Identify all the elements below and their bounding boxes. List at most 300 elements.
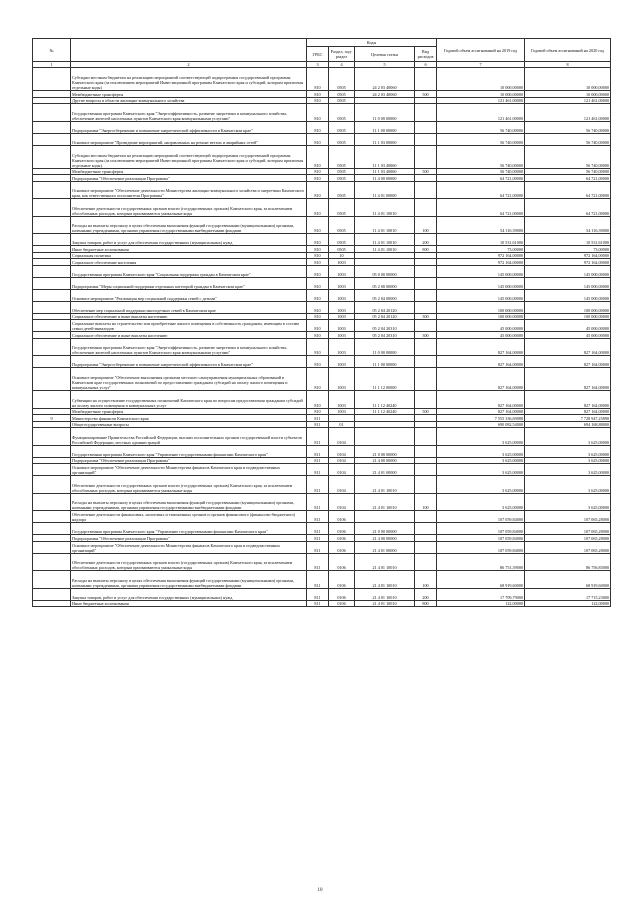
- row-grbs: 811: [307, 571, 329, 589]
- header-2020: Годовой объем ассигнований на 2020 год: [525, 39, 611, 62]
- row-section: 1003: [329, 259, 355, 266]
- row-2020: 68 919,60000: [525, 571, 611, 589]
- row-number: [33, 104, 71, 122]
- row-target: 11 1 03 40060: [355, 145, 415, 168]
- row-2019: 68 919,60000: [437, 571, 525, 589]
- row-grbs: 811: [307, 535, 329, 542]
- row-section: 1003: [329, 368, 355, 391]
- row-section: 0106: [329, 600, 355, 607]
- table-row: [33, 523, 611, 535]
- document-page: [32, 38, 610, 607]
- row-number: [33, 493, 71, 511]
- row-2019: 64 721,00000: [437, 199, 525, 217]
- row-name: Основное мероприятие "Реализация мер социальной поддержки семей с детьми": [71, 289, 307, 301]
- row-name: Основное мероприятие "Обеспечение деятельности Министерства финансов Камчатского края и подведомственных организаций": [71, 541, 307, 553]
- row-2019: 45 000,00000: [437, 320, 525, 332]
- row-grbs: 810: [307, 265, 329, 277]
- row-target: 05 2 04 00000: [355, 289, 415, 301]
- row-section: 1003: [329, 356, 355, 368]
- row-name: Подпрограмма "Энергосбережение и повышение энергетической эффективности в Камчатском крае": [71, 121, 307, 133]
- row-grbs: 810: [307, 104, 329, 122]
- row-2020: 10 000,00000: [525, 91, 611, 98]
- table-row: [33, 391, 611, 409]
- row-2019: 3 625,00000: [437, 445, 525, 457]
- row-name: Подпрограмма "Обеспечение реализации Программы": [71, 175, 307, 182]
- row-number: [33, 320, 71, 332]
- row-2019: 86 751,39000: [437, 553, 525, 571]
- row-section: 0505: [329, 234, 355, 246]
- row-number: [33, 265, 71, 277]
- row-type: [415, 368, 437, 391]
- row-2020: 121 461,00000: [525, 97, 611, 104]
- table-row: [33, 600, 611, 607]
- row-target: 11 1 12 00000: [355, 368, 415, 391]
- row-2019: 972 164,00000: [437, 259, 525, 266]
- row-type: [415, 199, 437, 217]
- row-name: Государственная программа Камчатского края "Управление государственными финансами Камчатского края": [71, 523, 307, 535]
- row-name: Обеспечение мер социальной поддержки многодетных семей в Камчатском крае: [71, 301, 307, 313]
- row-grbs: 810: [307, 408, 329, 415]
- table-row: [33, 104, 611, 122]
- header-target: Целевая статья: [355, 47, 415, 62]
- header-index: 2: [71, 62, 307, 68]
- row-name: Функционирование Правительства Российской Федерации, высших исполнительных органов государственной власти субъектов Российской Федерации, местных администраций: [71, 428, 307, 446]
- row-number: [33, 234, 71, 246]
- row-number: [33, 391, 71, 409]
- table-row: [33, 216, 611, 234]
- row-section: 1003: [329, 301, 355, 313]
- row-section: 0505: [329, 97, 355, 104]
- row-section: 1003: [329, 332, 355, 339]
- row-section: 0104: [329, 428, 355, 446]
- row-name: Закупка товаров, работ и услуг для обеспечения государственных (муниципальных) нужд: [71, 234, 307, 246]
- header-codes: Коды: [307, 39, 437, 47]
- table-row: [33, 265, 611, 277]
- header-section: Раздел, под-раздел: [329, 47, 355, 62]
- row-2020: 56 740,00000: [525, 168, 611, 175]
- row-number: [33, 301, 71, 313]
- row-section: 0505: [329, 133, 355, 145]
- header-number: №: [33, 39, 71, 62]
- row-grbs: 811: [307, 493, 329, 511]
- row-2019: 972 164,00000: [437, 252, 525, 259]
- row-grbs: 810: [307, 391, 329, 409]
- row-name: Общегосударственные вопросы: [71, 421, 307, 428]
- row-grbs: 810: [307, 246, 329, 253]
- row-2019: 10 000,00000: [437, 91, 525, 98]
- page-number: 10: [317, 888, 323, 893]
- row-number: [33, 511, 71, 523]
- row-2019: 121 461,00000: [437, 97, 525, 104]
- row-name: Подпрограмма "Меры социальной поддержки отдельных категорий граждан в Камчатском крае": [71, 277, 307, 289]
- row-grbs: 810: [307, 91, 329, 98]
- row-target: 24 2 03 40060: [355, 68, 415, 91]
- row-type: [415, 289, 437, 301]
- row-type: [415, 121, 437, 133]
- row-target: 21 4 01 10010: [355, 600, 415, 607]
- row-2020: 56 740,00000: [525, 145, 611, 168]
- row-2020: 827 164,00000: [525, 356, 611, 368]
- row-grbs: 810: [307, 252, 329, 259]
- row-section: 1003: [329, 408, 355, 415]
- row-2020: 107 065,28000: [525, 511, 611, 523]
- row-section: 0106: [329, 523, 355, 535]
- table-row: [33, 68, 611, 91]
- row-section: 0106: [329, 511, 355, 523]
- header-index: 8: [525, 62, 611, 68]
- row-2020: 972 164,00000: [525, 259, 611, 266]
- row-number: [33, 356, 71, 368]
- row-number: [33, 523, 71, 535]
- row-name: Министерство финансов Камчатского края: [71, 415, 307, 422]
- row-2019: 827 164,00000: [437, 338, 525, 356]
- row-target: 05 2 04 20120: [355, 313, 415, 320]
- row-2019: 56 740,00000: [437, 121, 525, 133]
- row-2019: 121 461,00000: [437, 104, 525, 122]
- table-row: [33, 181, 611, 199]
- row-target: 21 4 00 00000: [355, 535, 415, 542]
- row-section: 0104: [329, 464, 355, 476]
- row-2019: 54 116,39000: [437, 216, 525, 234]
- row-type: [415, 476, 437, 494]
- row-name: Субсидии местным бюджетам на реализацию мероприятий соответствующей подпрограммы государственной программы Камчатского края (за исключением мероприятий Инвестиционной программы Камчатского края и субсидий, которым присвоены отдельные коды): [71, 68, 307, 91]
- row-target: 11 4 01 00000: [355, 181, 415, 199]
- row-2020: 3 625,00000: [525, 445, 611, 457]
- row-2019: 107 059,84000: [437, 535, 525, 542]
- row-grbs: 810: [307, 181, 329, 199]
- row-name: Обеспечение деятельности государственных органов власти (государственных органов) Камчатского края, за исключением обособленных расходов, которым присваиваются уникальные коды: [71, 553, 307, 571]
- row-2020: 827 164,00000: [525, 368, 611, 391]
- row-grbs: 811: [307, 600, 329, 607]
- row-2019: 827 164,00000: [437, 356, 525, 368]
- table-row: [33, 356, 611, 368]
- row-type: 300: [415, 332, 437, 339]
- row-grbs: 811: [307, 428, 329, 446]
- row-2020: 54 116,39000: [525, 216, 611, 234]
- table-row: [33, 277, 611, 289]
- row-target: 11 0 00 00000: [355, 104, 415, 122]
- row-2020: 3 625,00000: [525, 493, 611, 511]
- row-grbs: 810: [307, 145, 329, 168]
- row-type: [415, 553, 437, 571]
- row-grbs: 810: [307, 97, 329, 104]
- header-index: 7: [437, 62, 525, 68]
- row-type: [415, 541, 437, 553]
- row-target: 21 4 01 00000: [355, 464, 415, 476]
- row-type: 300: [415, 313, 437, 320]
- row-2020: 45 000,00000: [525, 320, 611, 332]
- row-number: [33, 553, 71, 571]
- row-2020: 107 065,28000: [525, 535, 611, 542]
- row-target: 11 0 00 00000: [355, 338, 415, 356]
- row-target: 11 4 00 00000: [355, 175, 415, 182]
- row-type: [415, 104, 437, 122]
- table-row: [33, 476, 611, 494]
- row-2019: 56 740,00000: [437, 145, 525, 168]
- row-section: 0106: [329, 571, 355, 589]
- row-target: 21 0 00 00000: [355, 445, 415, 457]
- row-2019: 100 000,00000: [437, 313, 525, 320]
- row-2019: 3 625,00000: [437, 428, 525, 446]
- row-section: 0505: [329, 175, 355, 182]
- row-name: Межбюджетные трансферты: [71, 168, 307, 175]
- row-grbs: 810: [307, 216, 329, 234]
- row-grbs: 811: [307, 445, 329, 457]
- row-type: [415, 356, 437, 368]
- row-2019: 3 625,00000: [437, 464, 525, 476]
- row-type: [415, 277, 437, 289]
- row-grbs: 811: [307, 464, 329, 476]
- row-section: 0106: [329, 588, 355, 600]
- row-name: Другие вопросы в области жилищно-коммунального хозяйства: [71, 97, 307, 104]
- row-grbs: 811: [307, 588, 329, 600]
- row-target: [355, 428, 415, 446]
- row-type: 500: [415, 168, 437, 175]
- row-grbs: 811: [307, 415, 329, 422]
- row-type: [415, 68, 437, 91]
- row-2019: 122,00000: [437, 600, 525, 607]
- row-type: [415, 445, 437, 457]
- row-2019: 7 555 336,69088: [437, 415, 525, 422]
- row-2020: 827 164,00000: [525, 391, 611, 409]
- header-type: Вид расходов: [415, 47, 437, 62]
- row-2020: 145 000,00000: [525, 265, 611, 277]
- row-name: Социальное обеспечение и иные выплаты населению: [71, 332, 307, 339]
- row-type: [415, 338, 437, 356]
- row-number: [33, 588, 71, 600]
- row-name: Основное мероприятие "Обеспечение выполнения органами местного самоуправления муниципальных образований в Камчатском крае государственных полномочий по предоставлению гражданам субсидий на оплату жилого помещения и коммунальных услуг": [71, 368, 307, 391]
- row-section: 0505: [329, 168, 355, 175]
- row-2019: 827 164,00000: [437, 391, 525, 409]
- table-row: [33, 493, 611, 511]
- row-section: 01: [329, 421, 355, 428]
- row-2019: 145 000,00000: [437, 289, 525, 301]
- row-number: [33, 571, 71, 589]
- table-row: [33, 133, 611, 145]
- row-grbs: 811: [307, 523, 329, 535]
- table-row: [33, 511, 611, 523]
- row-number: [33, 445, 71, 457]
- row-2019: 145 000,00000: [437, 277, 525, 289]
- row-section: 1003: [329, 391, 355, 409]
- row-grbs: 810: [307, 234, 329, 246]
- header-index: 6: [415, 62, 437, 68]
- row-type: 100: [415, 493, 437, 511]
- row-name: Межбюджетные трансферты: [71, 408, 307, 415]
- row-type: 200: [415, 588, 437, 600]
- table-row: [33, 145, 611, 168]
- row-2020: 694 168,88000: [525, 421, 611, 428]
- table-row: [33, 571, 611, 589]
- row-type: 500: [415, 408, 437, 415]
- row-name: Обеспечение деятельности государственных органов власти (государственных органов) Камчатского края, за исключением обособленных расходов, которым присваиваются уникальные коды: [71, 199, 307, 217]
- row-target: 24 2 03 40060: [355, 91, 415, 98]
- row-2019: 10 531,61000: [437, 234, 525, 246]
- row-name: Иные бюджетные ассигнования: [71, 600, 307, 607]
- row-target: 05 2 04 20120: [355, 301, 415, 313]
- row-target: 05 0 00 00000: [355, 265, 415, 277]
- row-number: [33, 68, 71, 91]
- row-target: 21 4 01 10010: [355, 571, 415, 589]
- table-row: [33, 445, 611, 457]
- table-row: [33, 428, 611, 446]
- row-section: 1003: [329, 338, 355, 356]
- row-target: 05 2 04 20310: [355, 332, 415, 339]
- row-2020: 73,00000: [525, 246, 611, 253]
- row-number: [33, 428, 71, 446]
- row-type: [415, 145, 437, 168]
- row-target: 11 1 12 40240: [355, 391, 415, 409]
- row-target: 21 4 01 10010: [355, 588, 415, 600]
- table-row: [33, 301, 611, 313]
- header-name: [71, 39, 307, 62]
- row-type: 800: [415, 246, 437, 253]
- row-section: 1003: [329, 265, 355, 277]
- header-index: 4: [329, 62, 355, 68]
- row-target: 21 4 01 10010: [355, 553, 415, 571]
- row-grbs: 810: [307, 199, 329, 217]
- row-2020: 122,00000: [525, 600, 611, 607]
- row-section: 0104: [329, 457, 355, 464]
- row-number: [33, 277, 71, 289]
- row-2020: 145 000,00000: [525, 277, 611, 289]
- row-grbs: 811: [307, 476, 329, 494]
- row-2020: 64 721,00000: [525, 199, 611, 217]
- row-section: 10: [329, 252, 355, 259]
- row-number: [33, 289, 71, 301]
- header-2019: Годовой объем ассигнований на 2019 год: [437, 39, 525, 62]
- row-type: [415, 301, 437, 313]
- row-section: 0106: [329, 553, 355, 571]
- row-name: Обеспечение деятельности государственных органов власти (государственных органов) Камчатского края, за исключением обособленных расходов, которым присваиваются уникальные коды: [71, 476, 307, 494]
- row-target: 11 1 00 00000: [355, 121, 415, 133]
- row-2020: 64 721,00000: [525, 181, 611, 199]
- table-row: [33, 464, 611, 476]
- row-2019: 690 082,54000: [437, 421, 525, 428]
- row-grbs: 811: [307, 541, 329, 553]
- row-2020: 3 625,00000: [525, 464, 611, 476]
- row-2020: 827 164,00000: [525, 408, 611, 415]
- row-section: 1003: [329, 277, 355, 289]
- row-section: 0505: [329, 104, 355, 122]
- row-2020: 145 000,00000: [525, 289, 611, 301]
- header-grbs: ГРБС: [307, 47, 329, 62]
- row-name: Основное мероприятие "Обеспечение деятельности Министерства жилищно-коммунального хозяйства и энергетики Камчатского края, как ответственного исполнителя Программы": [71, 181, 307, 199]
- row-2019: 827 164,00000: [437, 408, 525, 415]
- row-name: Социальное обеспечение и иные выплаты населению: [71, 313, 307, 320]
- row-name: Государственная программа Камчатского края "Управление государственными финансами Камчатского края": [71, 445, 307, 457]
- table-row: [33, 541, 611, 553]
- row-2020: 121 461,00000: [525, 104, 611, 122]
- row-name: Основное мероприятие "Обеспечение деятельности Министерства финансов Камчатского края и подведомственных организаций": [71, 464, 307, 476]
- row-number: [33, 338, 71, 356]
- row-2020: 10 531,61000: [525, 234, 611, 246]
- table-row: [33, 588, 611, 600]
- row-section: 0505: [329, 216, 355, 234]
- row-2019: 100 000,00000: [437, 301, 525, 313]
- row-number: [33, 181, 71, 199]
- row-type: [415, 265, 437, 277]
- row-name: Основное мероприятие "Проведение мероприятий, направленных на ремонт ветхих и аварийных сетей": [71, 133, 307, 145]
- row-target: 11 1 00 00000: [355, 356, 415, 368]
- row-name: Субвенции на осуществление государственных полномочий Камчатского края по вопросам предоставления гражданам субсидий на оплату жилого помещения и коммунальных услуг: [71, 391, 307, 409]
- row-target: 05 2 00 00000: [355, 277, 415, 289]
- row-target: 21 4 00 00000: [355, 457, 415, 464]
- row-section: 1003: [329, 289, 355, 301]
- row-section: 1003: [329, 313, 355, 320]
- row-target: 11 4 01 10010: [355, 246, 415, 253]
- row-name: Социальное обеспечение населения: [71, 259, 307, 266]
- row-section: 0104: [329, 476, 355, 494]
- row-2020: 972 164,00000: [525, 252, 611, 259]
- row-number: [33, 541, 71, 553]
- row-grbs: 810: [307, 356, 329, 368]
- row-target: 05 2 04 20310: [355, 320, 415, 332]
- row-type: [415, 428, 437, 446]
- row-2019: 145 000,00000: [437, 265, 525, 277]
- row-grbs: 810: [307, 68, 329, 91]
- row-number: [33, 216, 71, 234]
- table-row: [33, 289, 611, 301]
- row-number: [33, 464, 71, 476]
- row-2020: 827 164,00000: [525, 338, 611, 356]
- row-2020: 107 065,28000: [525, 541, 611, 553]
- row-name: Подпрограмма "Обеспечение реализации Программы": [71, 457, 307, 464]
- row-grbs: 810: [307, 289, 329, 301]
- row-2019: 17 709,79000: [437, 588, 525, 600]
- row-name: Субсидии местным бюджетам на реализацию мероприятий соответствующей подпрограммы государственной программы Камчатского края (за исключением мероприятий Инвестиционной программы Камчатского края и субсидий, которым присвоены отдельные коды): [71, 145, 307, 168]
- row-name: Государственная программа Камчатского края "Социальная поддержка граждан в Камчатском крае": [71, 265, 307, 277]
- row-type: 100: [415, 216, 437, 234]
- row-2020: 7 728 947,25890: [525, 415, 611, 422]
- row-2019: 10 000,00000: [437, 68, 525, 91]
- table-header: [33, 39, 611, 68]
- row-grbs: 810: [307, 368, 329, 391]
- row-number: 9: [33, 415, 71, 422]
- row-type: 200: [415, 234, 437, 246]
- row-number: [33, 368, 71, 391]
- row-type: [415, 511, 437, 523]
- row-section: 0505: [329, 246, 355, 253]
- row-target: 11 1 03 40060: [355, 168, 415, 175]
- table-row: [33, 320, 611, 332]
- row-2020: 107 065,28000: [525, 523, 611, 535]
- row-type: [415, 391, 437, 409]
- row-2019: 827 164,00000: [437, 368, 525, 391]
- row-2019: 3 625,00000: [437, 476, 525, 494]
- row-2020: 64 721,00000: [525, 175, 611, 182]
- row-number: [33, 476, 71, 494]
- row-2019: 107 059,84000: [437, 523, 525, 535]
- row-2019: 107 059,84000: [437, 511, 525, 523]
- row-2020: 45 000,00000: [525, 332, 611, 339]
- row-2020: 17 715,23000: [525, 588, 611, 600]
- row-name: Государственная программа Камчатского края "Энергоэффективность, развитие энергетики и коммунального хозяйства, обеспечение жителей населенных пунктов Камчатского края коммунальными услугами": [71, 104, 307, 122]
- row-section: 0505: [329, 91, 355, 98]
- row-target: 21 4 01 10010: [355, 493, 415, 511]
- row-2019: 56 740,00000: [437, 133, 525, 145]
- row-section: 1003: [329, 320, 355, 332]
- row-2019: 64 721,00000: [437, 175, 525, 182]
- row-2020: 3 625,00000: [525, 428, 611, 446]
- row-2019: 107 059,84000: [437, 541, 525, 553]
- row-grbs: 810: [307, 320, 329, 332]
- header-index: 1: [33, 62, 71, 68]
- row-2019: 3 625,00000: [437, 457, 525, 464]
- row-2020: 3 625,00000: [525, 457, 611, 464]
- row-section: 0106: [329, 535, 355, 542]
- row-type: [415, 133, 437, 145]
